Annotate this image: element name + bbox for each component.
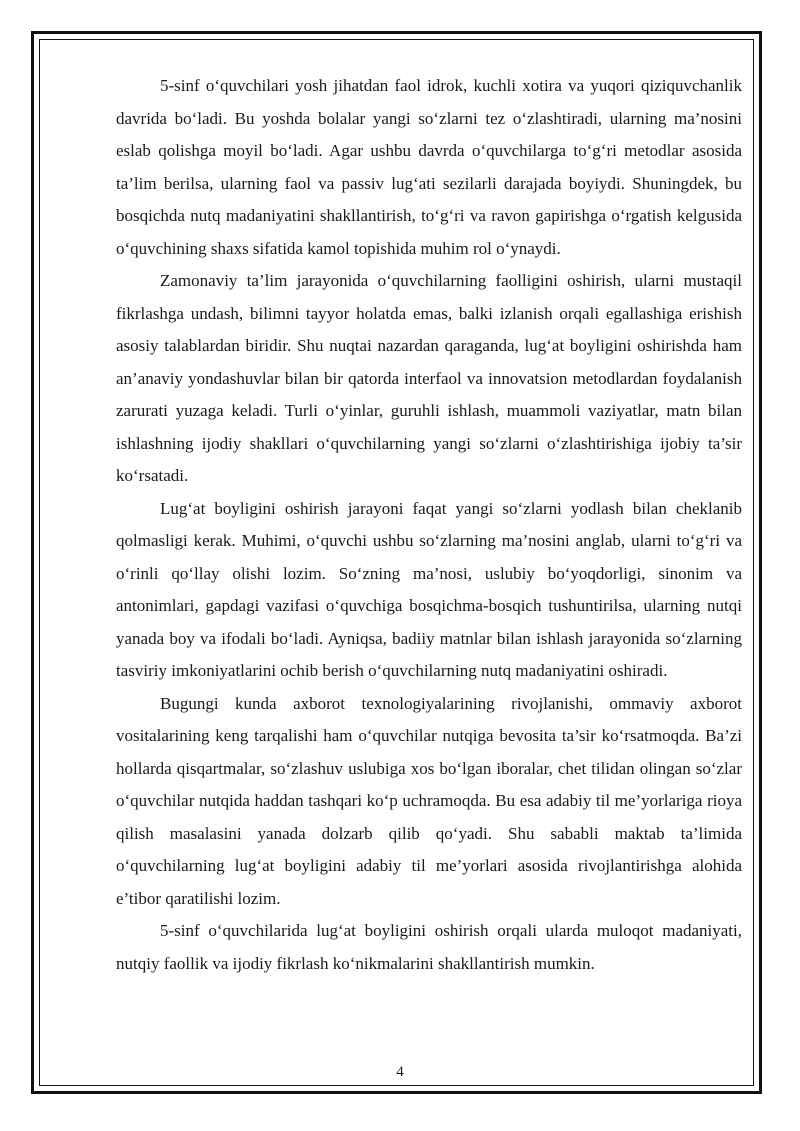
- paragraph: 5-sinf o‘quvchilarida lug‘at boyligini oshirish orqali ularda muloqot madaniyati, nutqiy faollik va ijodiy fikrlash ko‘nikmalarini shakllantirish mumkin.: [116, 921, 742, 973]
- page-number: 4: [396, 1064, 404, 1080]
- paragraph: Zamonaviy ta’lim jarayonida o‘quvchilarning faolligini oshirish, ularni mustaqil fikrlashga undash, bilimni tayyor holatda emas, balki izlanish orqali egallashiga erishish asosiy talablardan biridir. Shu nuqtai nazardan qaraganda, lug‘at boyligini oshirishda ham an’anaviy yondashuvlar bilan bir qatorda interfaol va innovatsion metodlardan foydalanish zarurati yuzaga keladi. Turli o‘yinlar, guruhli ishlash, muammoli vaziyatlar, matn bilan ishlashning ijodiy shakllari o‘quvchilarning yangi so‘zlarni o‘zlashtirishiga ijobiy ta’sir ko‘rsatadi.: [116, 271, 742, 485]
- paragraph: 5-sinf o‘quvchilari yosh jihatdan faol idrok, kuchli xotira va yuqori qiziquvchanlik davrida bo‘ladi. Bu yoshda bolalar yangi so‘zlarni tez o‘zlashtiradi, ularning ma’nosini eslab qolishga moyil bo‘ladi. Agar ushbu davrda o‘quvchilarga to‘g‘ri metodlar asosida ta’lim berilsa, ularning faol va passiv lug‘ati sezilarli darajada boyiydi. Shuningdek, bu bosqichda nutq madaniyatini shakllantirish, to‘g‘ri va ravon gapirishga o‘rgatish kelgusida o‘quvchining shaxs sifatida kamol topishida muhim rol o‘ynaydi.: [116, 76, 742, 258]
- paragraph: Bugungi kunda axborot texnologiyalarining rivojlanishi, ommaviy axborot vositalarining keng tarqalishi ham o‘quvchilar nutqiga bevosita ta’sir ko‘rsatmoqda. Ba’zi hollarda qisqartmalar, so‘zlashuv uslubiga xos bo‘lgan iboralar, chet tilidan olingan so‘zlar o‘quvchilar nutqida haddan tashqari ko‘p uchramoqda. Bu esa adabiy til me’yorlariga rioya qilish masalasini yanada dolzarb qilib qo‘yadi. Shu sababli maktab ta’limida o‘quvchilarning lug‘at boyligini adabiy til me’yorlari asosida rivojlantirishga alohida e’tibor qaratilishi lozim.: [116, 693, 742, 908]
- document-body: [116, 70, 742, 980]
- paragraph: Lug‘at boyligini oshirish jarayoni faqat yangi so‘zlarni yodlash bilan cheklanib qolmasligi kerak. Muhimi, o‘quvchi ushbu so‘zlarning ma’nosini anglab, ularni to‘g‘ri va o‘rinli qo‘llay olishi lozim. So‘zning ma’nosi, uslubiy bo‘yoqdorligi, sinonim va antonimlari, gapdagi vazifasi o‘quvchiga bosqichma-bosqich tushuntirilsa, ularning nutqi yanada boy va ifodali bo‘ladi. Ayniqsa, badiiy matnlar bilan ishlash jarayonida so‘zlarning tasviriy imkoniyatlarini ochib berish o‘quvchilarning nutq madaniyatini oshiradi.: [116, 498, 742, 680]
